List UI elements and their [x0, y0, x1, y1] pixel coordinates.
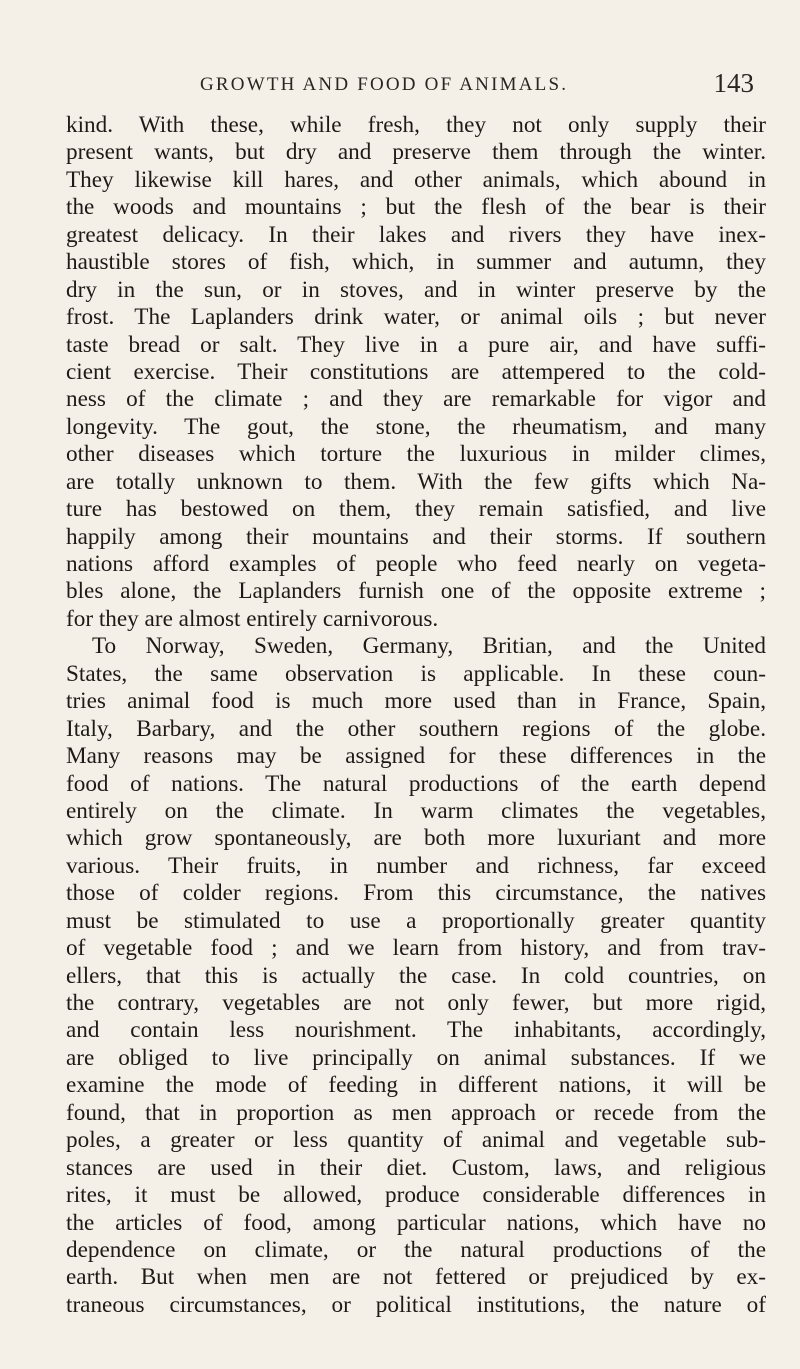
page-number: 143: [713, 68, 754, 98]
text-line: longevity. The gout, the stone, the rheumatism, and many: [66, 413, 766, 440]
text-line: are obliged to live principally on animal substances. If we: [66, 1044, 766, 1071]
text-line: States, the same observation is applicable. In these coun-: [66, 660, 766, 687]
text-line: dependence on climate, or the natural productions of the: [66, 1236, 766, 1263]
text-line: poles, a greater or less quantity of animal and vegetable sub-: [66, 1127, 766, 1154]
text-line: and contain less nourishment. The inhabitants, accordingly,: [66, 1017, 766, 1044]
paragraph-end-line: for they are almost entirely carnivorous.: [66, 605, 439, 632]
text-line: the contrary, vegetables are not only fewer, but more rigid,: [66, 990, 766, 1016]
text-line: the woods and mountains ; but the flesh of the bear is their: [66, 194, 766, 221]
text-line: food of nations. The natural productions of the earth depend: [66, 770, 766, 797]
text-line: those of colder regions. From this circumstance, the natives: [66, 880, 766, 907]
text-line: bles alone, the Laplanders furnish one of the opposite extreme ;: [66, 578, 766, 605]
text-line: nations afford examples of people who feed nearly on vegeta-: [66, 551, 766, 577]
running-head: [100, 68, 760, 108]
text-line: taste bread or salt. They live in a pure air, and have suffi-: [66, 331, 766, 358]
text-line: Italy, Barbary, and the other southern regions of the globe.: [66, 715, 766, 742]
body-text: [66, 112, 766, 1319]
text-line: kind. With these, while fresh, they not only supply their: [66, 112, 766, 138]
text-line: entirely on the climate. In warm climates the vegetables,: [66, 797, 766, 824]
text-line: stances are used in their diet. Custom, laws, and religious: [66, 1154, 766, 1181]
text-line: are totally unknown to them. With the few gifts which Na-: [66, 468, 766, 495]
text-line: greatest delicacy. In their lakes and rivers they have inex-: [66, 221, 766, 248]
text-line: earth. But when men are not fettered or prejudiced by ex-: [66, 1264, 766, 1291]
text-line: ture has bestowed on them, they remain satisfied, and live: [66, 496, 766, 523]
text-line: haustible stores of fish, which, in summer and autumn, they: [66, 249, 766, 276]
text-line: various. Their fruits, in number and richness, far exceed: [66, 852, 766, 879]
paragraph-start-line: To Norway, Sweden, Germany, Britian, and the United: [92, 633, 766, 660]
running-title: GROWTH AND FOOD OF ANIMALS.: [200, 74, 569, 95]
text-line: found, that in proportion as men approach or recede from the: [66, 1099, 766, 1126]
text-line: examine the mode of feeding in different nations, it will be: [66, 1072, 766, 1099]
text-line: present wants, but dry and preserve them through the winter.: [66, 139, 766, 166]
text-line: must be stimulated to use a proportionally greater quantity: [66, 907, 766, 934]
text-line: which grow spontaneously, are both more luxuriant and more: [66, 825, 766, 852]
text-line: happily among their mountains and their storms. If southern: [66, 523, 766, 550]
text-line: rites, it must be allowed, produce considerable differences in: [66, 1182, 766, 1209]
text-line: traneous circumstances, or political institutions, the nature of: [66, 1291, 766, 1318]
text-line: They likewise kill hares, and other animals, which abound in: [66, 166, 766, 193]
text-line: ellers, that this is actually the case. In cold countries, on: [66, 962, 766, 989]
text-line: cient exercise. Their constitutions are attempered to the cold-: [66, 358, 766, 385]
text-line: tries animal food is much more used than in France, Spain,: [66, 688, 766, 715]
text-line: frost. The Laplanders drink water, or animal oils ; but never: [66, 304, 766, 331]
text-line: of vegetable food ; and we learn from history, and from trav-: [66, 935, 766, 962]
text-line: Many reasons may be assigned for these differences in the: [66, 743, 766, 770]
text-line: ness of the climate ; and they are remarkable for vigor and: [66, 386, 766, 413]
text-line: the articles of food, among particular nations, which have no: [66, 1209, 766, 1236]
text-line: dry in the sun, or in stoves, and in winter preserve by the: [66, 276, 766, 303]
text-line: other diseases which torture the luxurious in milder climes,: [66, 441, 766, 468]
